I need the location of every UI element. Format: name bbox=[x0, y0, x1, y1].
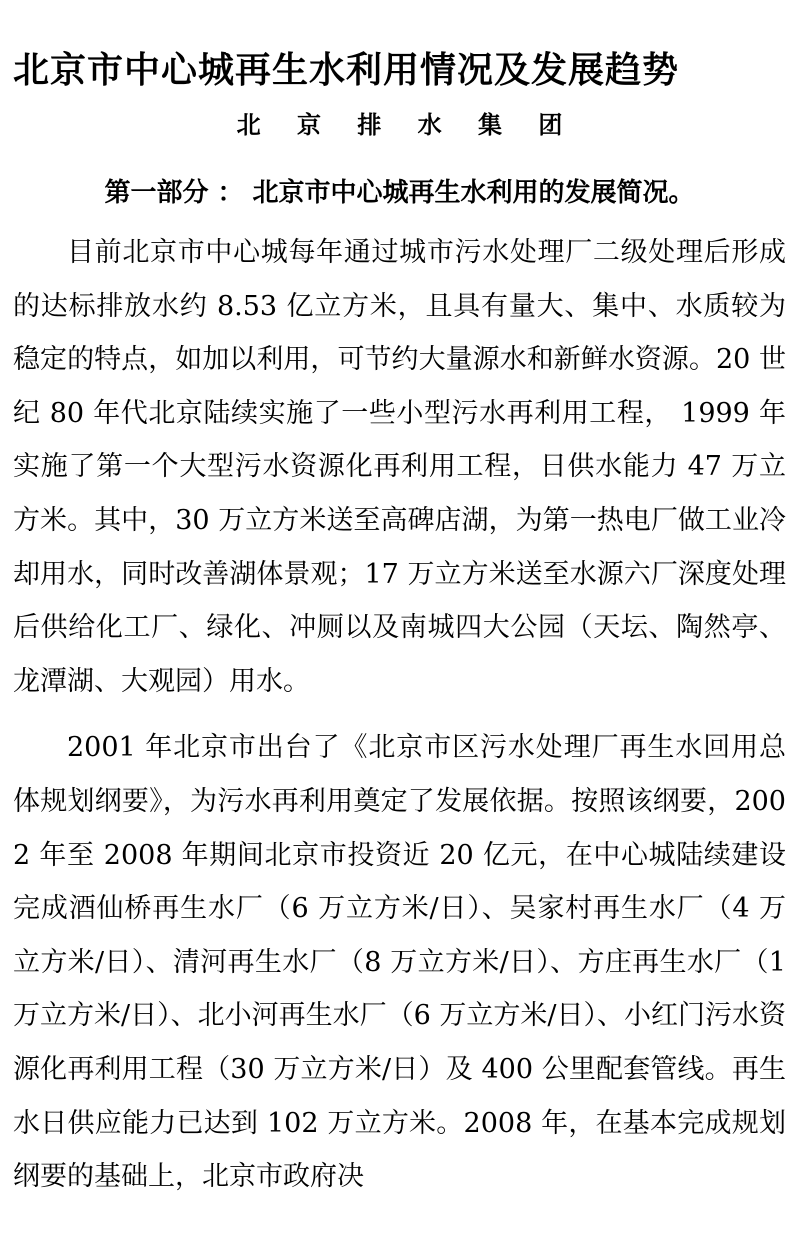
section-heading: 第一部分 ： 北京市中心城再生水利用的发展简况。 bbox=[104, 178, 695, 208]
paragraph: 目前北京市中心城每年通过城市污水处理厂二级处理后形成的达标排放水约 8.53 亿立方米，且具有量大、集中、水质较为稳定的特点，如加以利用，可节约大量源水和新鲜水资源。20 世纪 80 年代北京陆续实施了一些小型污水再利用工程， 1999 年实施了第一个大型污水资源化再利用工程，日供水能力 47 万立方米。其中，30 万立方米送至高碑店湖，为第一热电厂做工业冷却用水，同时改善湖体景观；17 万立方米送至水源六厂深度处理后供给化工厂、绿化、冲厕以及南城四大公园（天坛、陶然亭、龙潭湖、大观园）用水。 bbox=[13, 237, 786, 697]
paragraph: 2001 年北京市出台了《北京市区污水处理厂再生水回用总体规划纲要》，为污水再利用奠定了发展依据。按照该纲要，2002 年至 2008 年期间北京市投资近 20 亿元，在中心城陆续建设完成酒仙桥再生水厂（6 万立方米/日）、吴家村再生水厂（4 万立方米/日）、清河再生水厂（8 万立方米/日）、方庄再生水厂（1 万立方米/日）、北小河再生水厂（6 万立方米/日）、小红门污水资源化再利用工程（30 万立方米/日）及 400 公里配套管线。再生水日供应能力已达到 102 万立方米。2008 年，在基本完成规划纲要的基础上，北京市政府决 bbox=[13, 732, 786, 1193]
organization-name: 北 京 排 水 集 团 bbox=[236, 111, 577, 139]
document-title: 北京市中心城再生水利用情况及发展趋势 bbox=[13, 50, 680, 91]
